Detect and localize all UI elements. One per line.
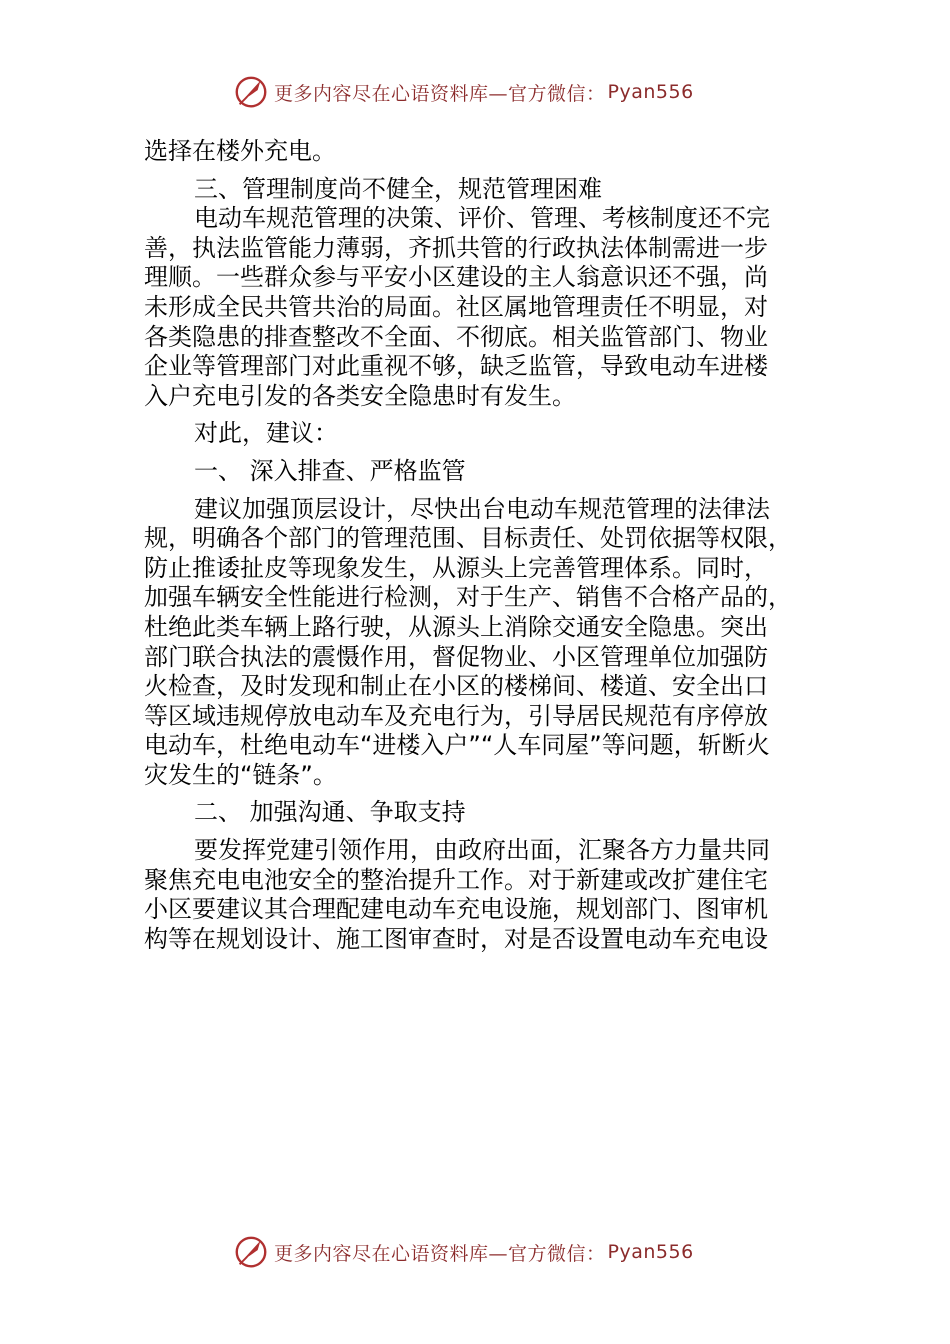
footer-watermark: [232, 1232, 694, 1272]
text-line: 各类隐患的排查整改不全面、不彻底。相关监管部门、物业: [144, 322, 768, 351]
text-line: 选择在楼外充电。: [144, 137, 336, 165]
text-line: 灾发生的“链条”。: [144, 760, 337, 789]
text-line: 杜绝此类车辆上路行驶，从源头上消除交通安全隐患。突出: [144, 612, 768, 641]
text-line: 部门联合执法的震慑作用，督促物业、小区管理单位加强防: [144, 642, 768, 671]
text-line: 要发挥党建引领作用，由政府出面，汇聚各方力量共同: [194, 836, 770, 865]
text-line: 理顺。一些群众参与平安小区建设的主人翁意识还不强，尚: [144, 263, 768, 292]
text-line: 一、 深入排查、严格监管: [194, 456, 466, 485]
text-line: 未形成全民共管共治的局面。社区属地管理责任不明显，对: [144, 292, 768, 321]
text-line: 三、管理制度尚不健全，规范管理困难: [194, 174, 602, 203]
text-line: 等区域违规停放电动车及充电行为，引导居民规范有序停放: [144, 701, 768, 730]
watermark-text: 更多内容尽在心语资料库—官方微信：: [274, 82, 606, 105]
text-line: 火检查，及时发现和制止在小区的楼梯间、楼道、安全出口: [144, 672, 768, 701]
text-line: 小区要建议其合理配建电动车充电设施，规划部门、图审机: [144, 895, 768, 924]
text-line: 构等在规划设计、施工图审查时，对是否设置电动车充电设: [144, 924, 768, 953]
text-line: 规，明确各个部门的管理范围、目标责任、处罚依据等权限，: [144, 524, 792, 553]
document-body: [144, 137, 810, 954]
text-line: 企业等管理部门对此重视不够，缺乏监管，导致电动车进楼: [144, 352, 768, 381]
text-line: 防止推诿扯皮等现象发生，从源头上完善管理体系。同时，: [144, 553, 768, 582]
text-line: 电动车，杜绝电动车“进楼入户”“人车同屋”等问题，斩断火: [144, 731, 770, 760]
text-line: 入户充电引发的各类安全隐患时有发生。: [144, 381, 576, 410]
text-line: 善，执法监管能力薄弱，齐抓共管的行政执法体制需进一步: [144, 233, 768, 262]
wechat-id: Pyan556: [607, 1241, 694, 1263]
text-line: 二、 加强沟通、争取支持: [194, 798, 466, 827]
quill-logo-icon: [232, 73, 270, 111]
header-watermark: [232, 72, 694, 112]
watermark-text: 更多内容尽在心语资料库—官方微信：: [274, 1242, 606, 1265]
text-line: 聚焦充电电池安全的整治提升工作。对于新建或改扩建住宅: [144, 865, 768, 894]
wechat-id: Pyan556: [607, 81, 694, 103]
text-line: 加强车辆安全性能进行检测，对于生产、销售不合格产品的，: [144, 583, 792, 612]
text-line: 电动车规范管理的决策、评价、管理、考核制度还不完: [194, 204, 770, 233]
quill-logo-icon: [232, 1233, 270, 1271]
text-line: 对此，建议：: [194, 419, 338, 448]
text-line: 建议加强顶层设计，尽快出台电动车规范管理的法律法: [194, 494, 770, 523]
